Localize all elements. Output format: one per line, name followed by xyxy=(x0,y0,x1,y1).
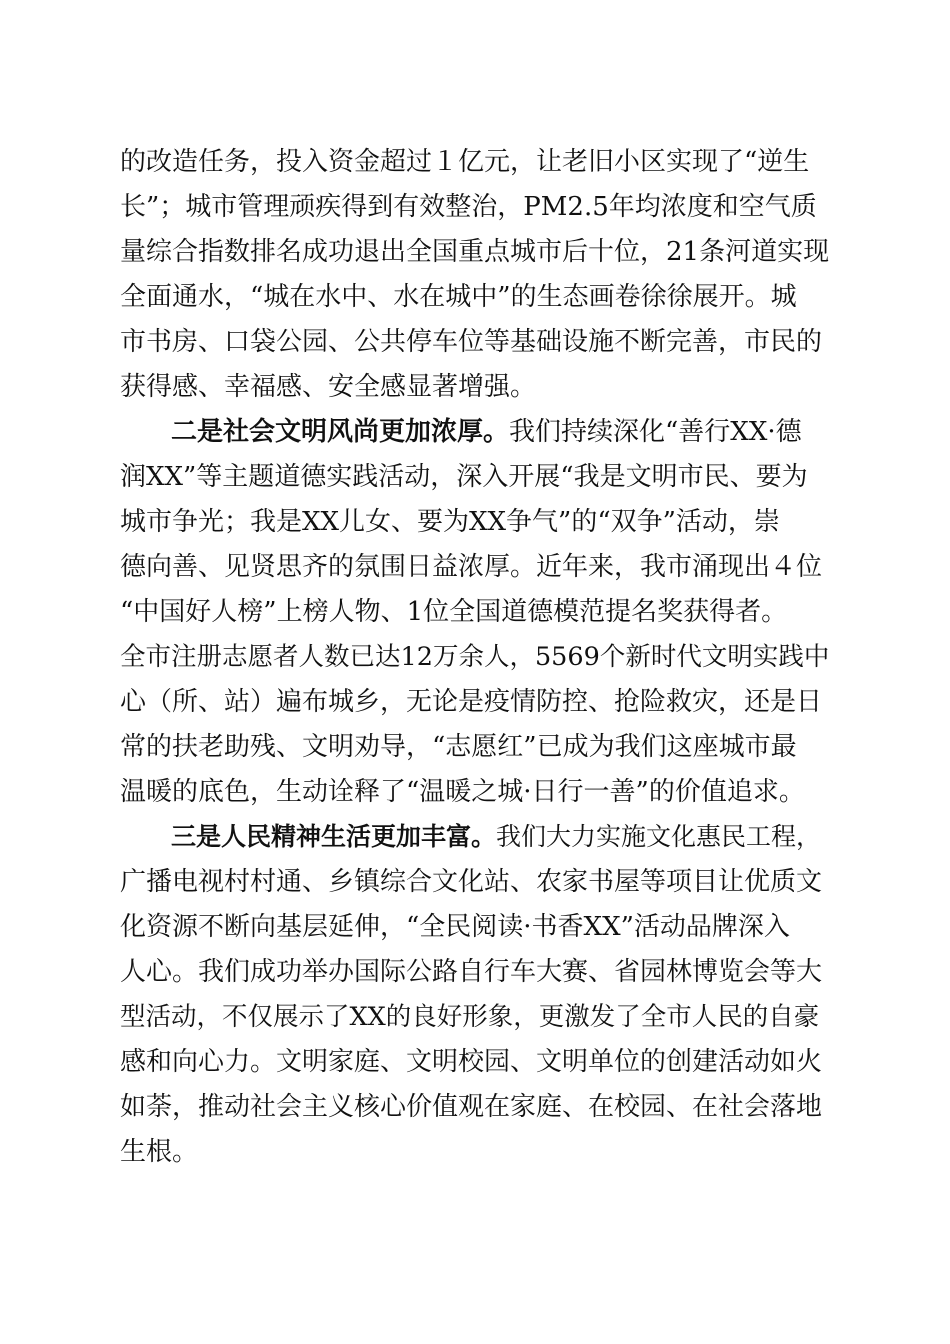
text-line: “中国好人榜”上榜人物、1位全国道德模范提名奖获得者。 xyxy=(120,597,788,627)
text-line: 城市争光；我是XX儿女、要为XX争气”的“双争”活动，崇 xyxy=(120,507,780,537)
text-line: 全市注册志愿者人数已达12万余人，5569个新时代文明实践中 xyxy=(120,642,830,672)
text-span: 我们大力实施文化惠民工程， xyxy=(496,822,822,851)
text-line: 德向善、见贤思齐的氛围日益浓厚。近年来，我市涌现出４位 xyxy=(120,552,823,582)
text-line: 广播电视村村通、乡镇综合文化站、农家书屋等项目让优质文 xyxy=(120,867,823,897)
text-line: 市书房、口袋公园、公共停车位等基础设施不断完善，市民的 xyxy=(120,327,823,357)
text-line: 如荼，推动社会主义核心价值观在家庭、在校园、在社会落地 xyxy=(120,1092,823,1122)
text-line: 长”；城市管理顽疾得到有效整治，PM2.5年均浓度和空气质 xyxy=(120,192,817,222)
paragraph-first-line xyxy=(171,822,821,852)
text-line: 型活动，不仅展示了XX的良好形象，更激发了全市人民的自豪 xyxy=(120,1002,820,1032)
paragraph-lead-heading: 三是人民精神生活更加丰富。 xyxy=(171,822,497,851)
text-line: 常的扶老助残、文明劝导，“志愿红”已成为我们这座城市最 xyxy=(120,732,797,762)
text-line: 量综合指数排名成功退出全国重点城市后十位，21条河道实现 xyxy=(120,237,830,267)
text-line: 全面通水，“城在水中、水在城中”的生态画卷徐徐展开。城 xyxy=(120,282,797,312)
paragraph-first-line xyxy=(171,417,802,447)
text-line: 的改造任务，投入资金超过１亿元，让老旧小区实现了“逆生 xyxy=(120,147,810,177)
text-line: 人心。我们成功举办国际公路自行车大赛、省园林博览会等大 xyxy=(120,957,823,987)
text-line: 感和向心力。文明家庭、文明校园、文明单位的创建活动如火 xyxy=(120,1047,823,1077)
text-line: 生根。 xyxy=(120,1137,199,1167)
text-span: 我们持续深化“善行XX·德 xyxy=(509,417,802,447)
text-line: 温暖的底色，生动诠释了“温暖之城·日行一善”的价值追求。 xyxy=(120,777,805,807)
paragraph-lead-heading: 二是社会文明风尚更加浓厚。 xyxy=(171,417,510,447)
text-line: 获得感、幸福感、安全感显著增强。 xyxy=(120,372,537,402)
text-line: 心（所、站）遍布城乡，无论是疫情防控、抢险救灾，还是日 xyxy=(120,687,823,717)
text-line: 化资源不断向基层延伸，“全民阅读·书香XX”活动品牌深入 xyxy=(120,912,790,942)
text-line: 润XX”等主题道德实践活动，深入开展“我是文明市民、要为 xyxy=(120,462,808,492)
